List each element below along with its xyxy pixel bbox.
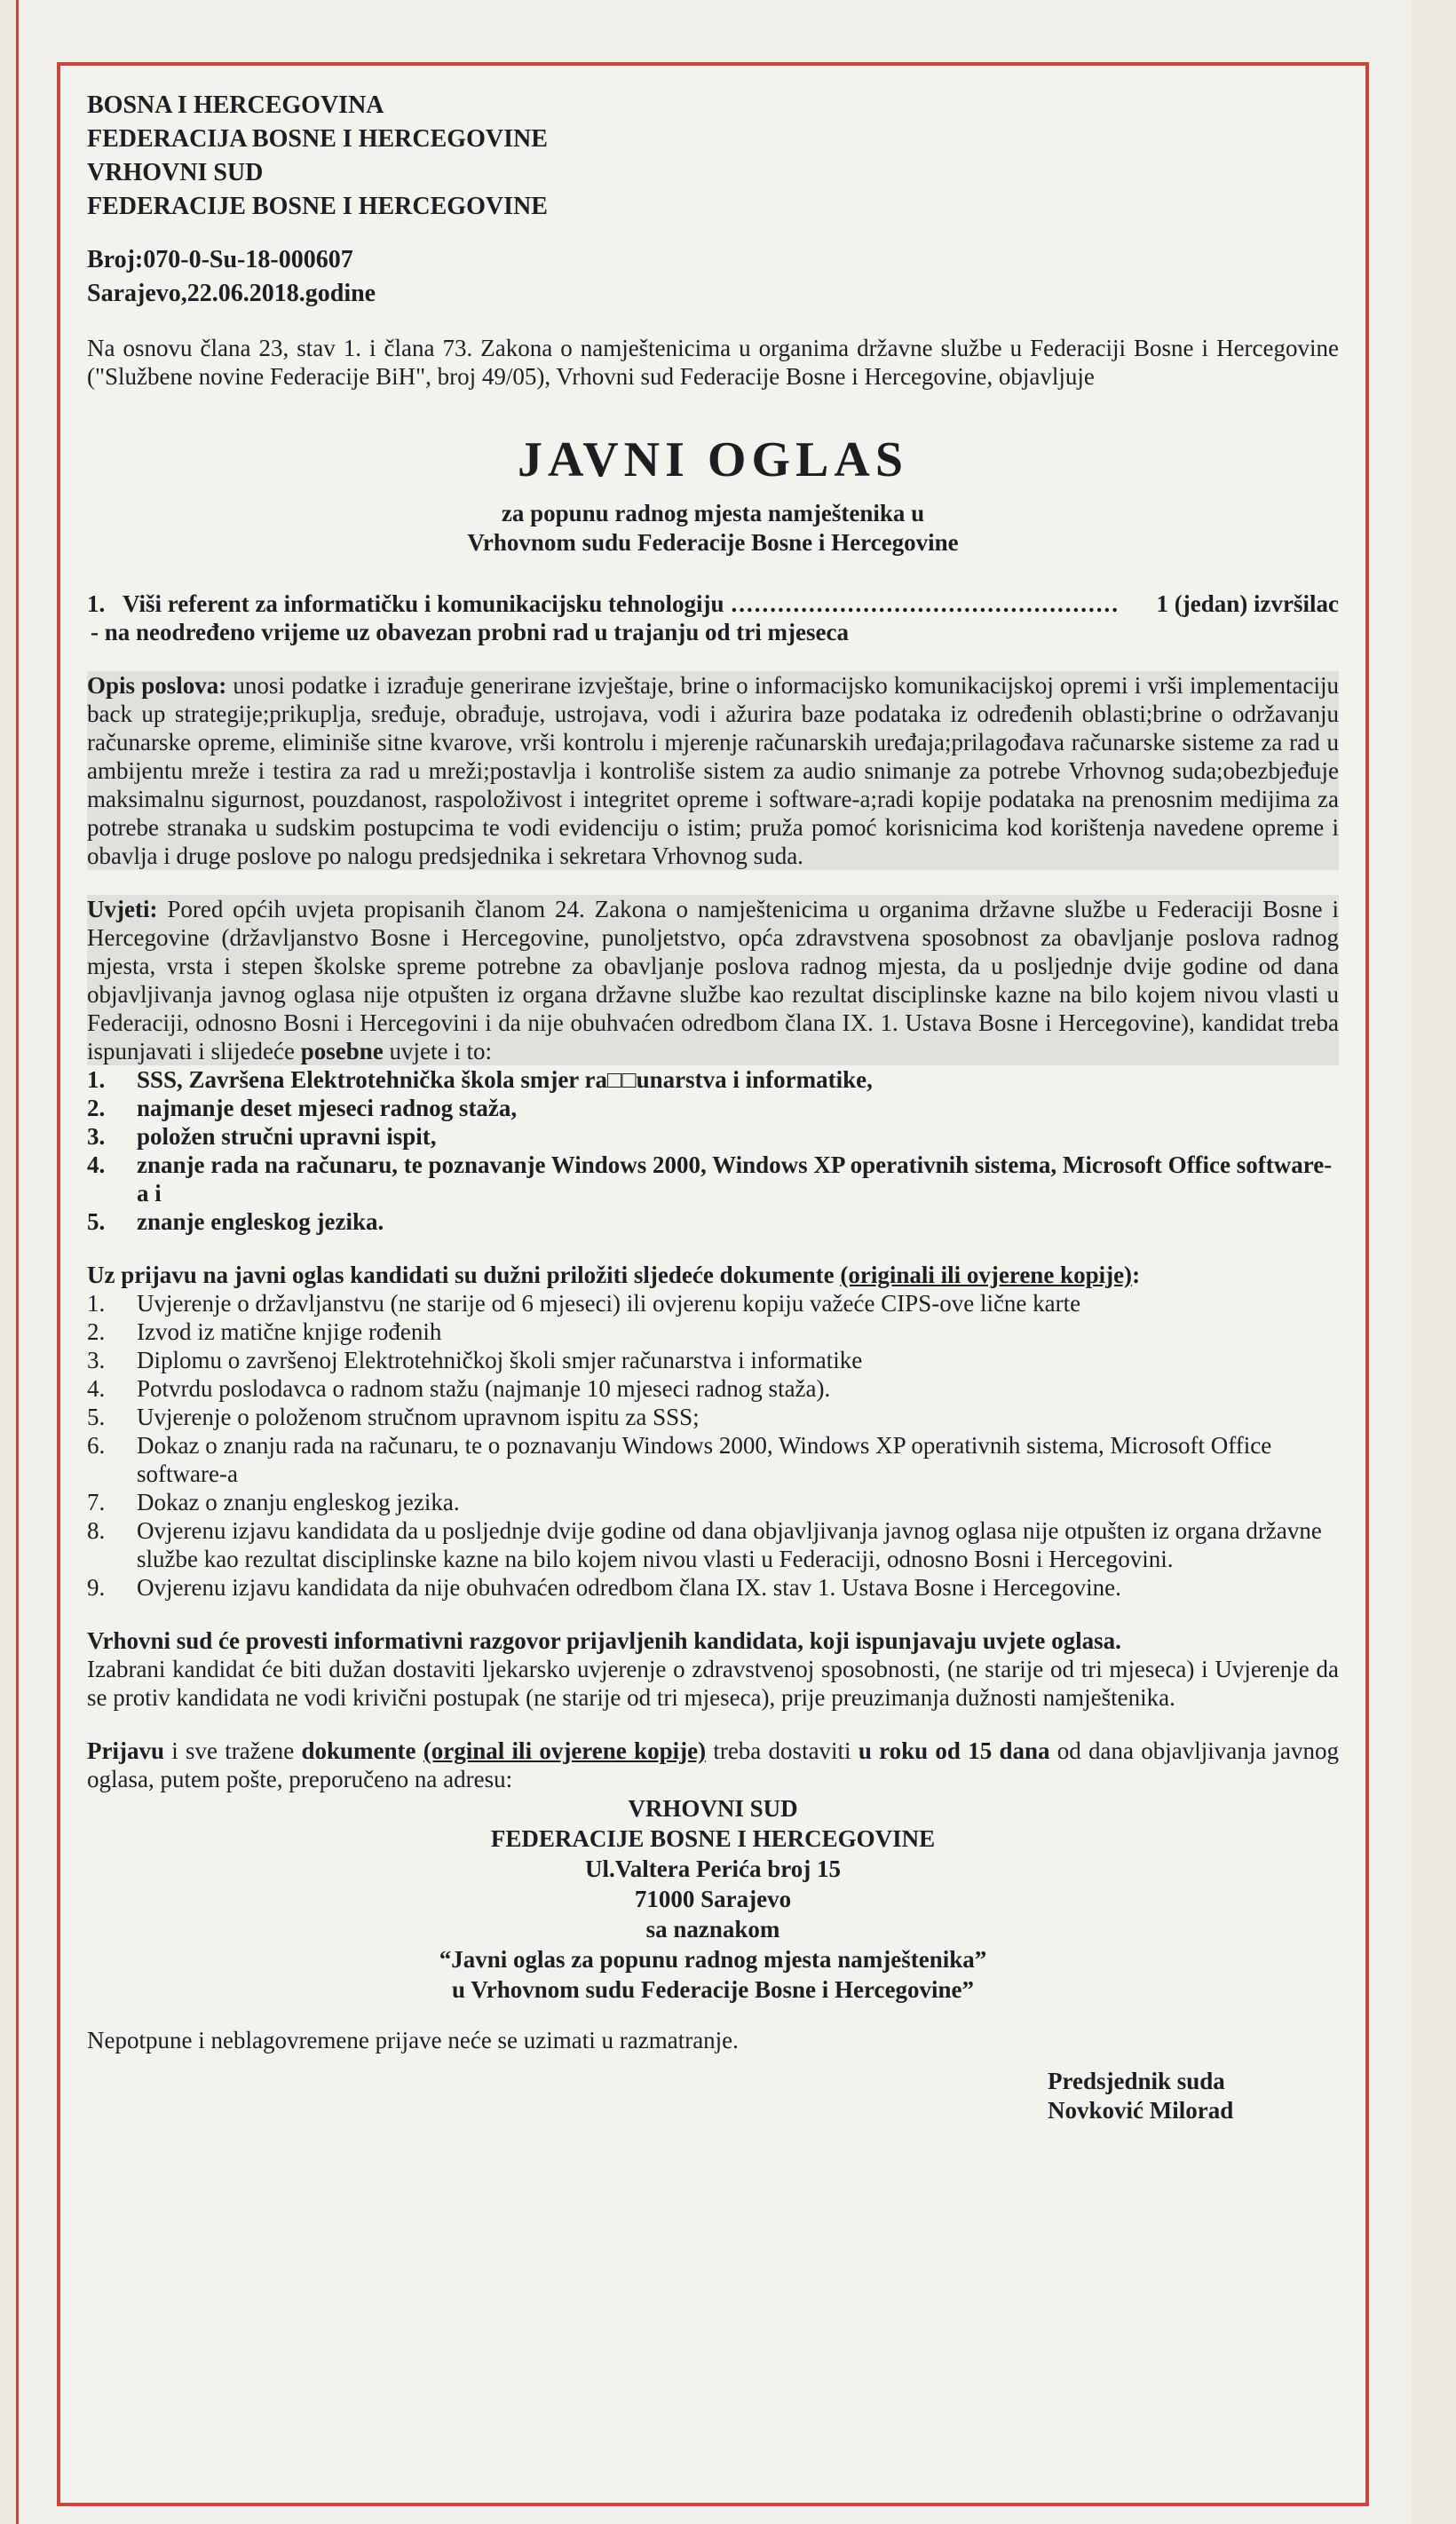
header-line: FEDERACIJA BOSNE I HERCEGOVINE	[87, 125, 548, 153]
job-description	[87, 671, 1339, 870]
list-item: 4. znanje rada na računaru, te poznavanje Windows 2000, Windows XP operativnih sistema, Microsoft Office software-a i	[87, 1151, 1333, 1207]
address-line: u Vrhovnom sudu Federacije Bosne i Hercegovine”	[452, 1976, 974, 2003]
subtitle-line: Vrhovnom sudu Federacije Bosne i Hercegovine	[467, 529, 959, 556]
list-item: 3. Diplomu o završenoj Elektrotehničkoj školi smjer računarstva i informatike	[87, 1347, 863, 1373]
list-item: 6. Dokaz o znanju rada na računaru, te o poznavanju Windows 2000, Windows XP operativnih sistema, Microsoft Office software-a	[87, 1432, 1272, 1487]
signature-title: Predsjednik suda	[1048, 2068, 1225, 2094]
requirements-label: Uvjeti:	[87, 896, 158, 922]
address-line: Ul.Valtera Perića broj 15	[585, 1855, 841, 1882]
interview-bold: Vrhovni sud će provesti informativni razgovor prijavljenih kandidata, koji ispunjavaju uvjete oglasa.	[87, 1627, 1121, 1654]
mailing-address	[87, 1793, 1339, 2005]
list-item: 2. Izvod iz matične knjige rođenih	[87, 1318, 442, 1345]
position-note: - na neodređeno vrijeme uz obavezan probni rad u trajanju od tri mjeseca	[91, 619, 849, 645]
requirements-list	[87, 1065, 1339, 1236]
list-item: 2. najmanje deset mjeseci radnog staža,	[87, 1095, 518, 1121]
list-item: 3. položen stručni upravni ispit,	[87, 1123, 437, 1150]
position-heading	[87, 589, 1339, 618]
document-date: Sarajevo,22.06.2018.godine	[87, 280, 376, 307]
interview-section	[87, 1626, 1339, 1712]
address-line: VRHOVNI SUD	[628, 1795, 798, 1822]
neighbour-page-margin	[1412, 0, 1456, 2524]
list-item: 9. Ovjerenu izjavu kandidata da nije obuhvaćen odredbom člana IX. stav 1. Ustava Bosne i Hercegovine.	[87, 1574, 1121, 1601]
document-number: Broj:070-0-Su-18-000607	[87, 246, 353, 273]
application-section: Prijavu i sve tražene dokumente (orginal ili ovjerene kopije) treba dostaviti u roku od 15 dana od dana objavljivanja javnog oglasa, putem pošte, preporučeno na adresu:	[87, 1737, 1339, 1792]
list-item: 1. SSS, Završena Elektrotehnička škola smjer ra□□unarstva i informatike,	[87, 1066, 873, 1093]
footer-note: Nepotpune i neblagovremene prijave neće se uzimati u razmatranje.	[87, 2027, 739, 2053]
address-line: sa naznakom	[645, 1916, 780, 1942]
documents-intro: Uz prijavu na javni oglas kandidati su dužni priložiti sljedeće dokumente	[87, 1262, 841, 1288]
list-item: 8. Ovjerenu izjavu kandidata da u posljednje dvije godine od dana objavljivanja javnog oglasa nije otpušten iz organa državne službe kao rezultat disciplinske kazne na bilo kojem nivou vlasti u Federaciji, odnosno Bosni i Hercegovini.	[87, 1517, 1322, 1572]
announcement-title: JAVNI OGLAS	[518, 432, 908, 487]
list-item: 4. Potvrdu poslodavca o radnom stažu (najmanje 10 mjeseci radnog staža).	[87, 1375, 831, 1402]
list-item: 1. Uvjerenje o državljanstvu (ne starije od 6 mjeseci) ili ovjerenu kopiju važeće CIPS-ove lične karte	[87, 1290, 1081, 1317]
leader-dots: ..................................................	[731, 590, 1120, 617]
requirements-text: Pored općih uvjeta propisanih članom 24. Zakona o namještenicima u organima državne službe u Federaciji Bosne i Hercegovine (državljanstvo Bosne i Hercegovine, punoljetstvo, opća zdravstvena sposobnost za obavljanje poslova radnog mjesta, vrsta i stepen školske spreme potrebne za obavljanje poslova radnog mjesta, da u posljednje dvije godine od dana objavljivanja javnog oglasa nije otpušten iz organa državne službe kao rezultat disciplinske kazne na bilo kojem nivou vlasti u Federaciji, odnosno Bosni i Hercegovini i da nije obuhvaćen odredbom člana IX. 1. Ustava Bosne i Hercegovine), kandidat treba ispunjavati i slijedeće	[87, 896, 1339, 1064]
documents-intro-underlined: (originali ili ovjerene kopije)	[840, 1262, 1133, 1288]
intro-paragraph: Na osnovu člana 23, stav 1. i člana 73. Zakona o namještenicima u organima državne službe u Federaciji Bosne i Hercegovine ("Službene novine Federacije BiH", broj 49/05), Vrhovni sud Federacije Bosne i Hercegovine, objavljuje	[87, 335, 1339, 390]
signature-name: Novković Milorad	[1048, 2097, 1234, 2124]
requirements-special: posebne	[300, 1038, 384, 1064]
address-line: 71000 Sarajevo	[634, 1886, 792, 1912]
documents-section: Uz prijavu na javni oglas kandidati su dužni priložiti sljedeće dokumente (originali ili ovjerene kopije): 1. Uvjerenje o državljanstvu (ne starije od 6 mjeseci) ili ovjerenu kopiju važeće CIPS-ove lične karte 2. Izvod iz matične knjige rođenih 3. Diplomu o završenoj Elektrotehničkoj školi smjer računarstva i informatike 4. Potvrdu poslodavca o radnom stažu (najmanje 10 mjeseci radnog staža). 5. Uvjerenje o položenom stručnom upravnom ispitu za SSS; 6. Dokaz o znanju rada na računaru, te o poznavanju Windows 2000, Windows XP operativnih sistema, Microsoft Office software-a 7. Dokaz o znanju engleskog jezika. 8. Ovjerenu izjavu kandidata da u posljednje dvije godine od dana objavljivanja javnog oglasa nije otpušten iz organa državne službe kao rezultat disciplinske kazne na bilo kojem nivou vlasti u Federaciji, odnosno Bosni i Hercegovini. 9. Ovjerenu izjavu kandidata da nije obuhvaćen odredbom člana IX. stav 1. Ustava Bosne i Hercegovine.	[87, 1261, 1339, 1602]
position-title: Viši referent za informatičku i komunikacijsku tehnologiju	[123, 590, 724, 617]
job-description-text: unosi podatke i izrađuje generirane izvještaje, brine o informacijsko komunikacijskoj opremi i vrši implementaciju back up strategije;prikuplja, sređuje, obrađuje, ustrojava, vodi i ažurira baze podataka iz određenih oblasti;brine o održavanju računarske opreme, eliminiše sitne kvarove, vrši kontrolu i mjerenje računarskih uređaja;prilagođava računarske sisteme za rad u ambijentu mreže i testira za rad u mreži;postavlja i kontroliše sistem za audio snimanje za potrebe Vrhovnog suda;obezbjeđuje maksimalnu sigurnost, pouzdanost, raspoloživost i integritet opreme i software-a;radi kopije podataka na prenosnim medijima za potrebe stranaka u sudskim postupcima te vodi evidenciju o istim; pruža pomoć korisnicima kod korištenja navedene opreme i obavlja i druge poslove po nalogu predsjednika i sekretara Vrhovnog suda.	[87, 672, 1339, 869]
address-line: “Javni oglas za popunu radnog mjesta namještenika”	[439, 1946, 987, 1973]
header-line: BOSNA I HERCEGOVINA	[87, 91, 384, 119]
requirements-text-end: uvjete i to:	[383, 1038, 492, 1064]
position-count: 1 (jedan) izvršilac	[1156, 590, 1339, 617]
documents-list	[87, 1289, 1339, 1602]
address-line: FEDERACIJE BOSNE I HERCEGOVINE	[490, 1825, 936, 1852]
interview-text: Izabrani kandidat će biti dužan dostaviti ljekarsko uvjerenje o zdravstvenoj sposobnosti, (ne starije od tri mjeseca) i Uvjerenje da se protiv kandidata ne vodi krivični postupak (ne starije od tri mjeseca), prije preuzimanja dužnosti namještenika.	[87, 1656, 1339, 1711]
header-line: FEDERACIJE BOSNE I HERCEGOVINE	[87, 193, 548, 220]
subtitle-line: za popunu radnog mjesta namještenika u	[501, 500, 925, 526]
previous-page-edge	[0, 0, 19, 2524]
announcement-frame	[57, 62, 1369, 2506]
header-line: VRHOVNI SUD	[87, 159, 264, 186]
job-description-label: Opis poslova:	[87, 672, 227, 699]
list-item: 7. Dokaz o znanju engleskog jezika.	[87, 1489, 460, 1515]
position-number: 1.	[87, 590, 106, 617]
list-item: 5. Uvjerenje o položenom stručnom upravnom ispitu za SSS;	[87, 1404, 700, 1430]
requirements-section	[87, 895, 1339, 1236]
list-item: 5. znanje engleskog jezika.	[87, 1208, 384, 1235]
court-header	[87, 89, 1339, 224]
